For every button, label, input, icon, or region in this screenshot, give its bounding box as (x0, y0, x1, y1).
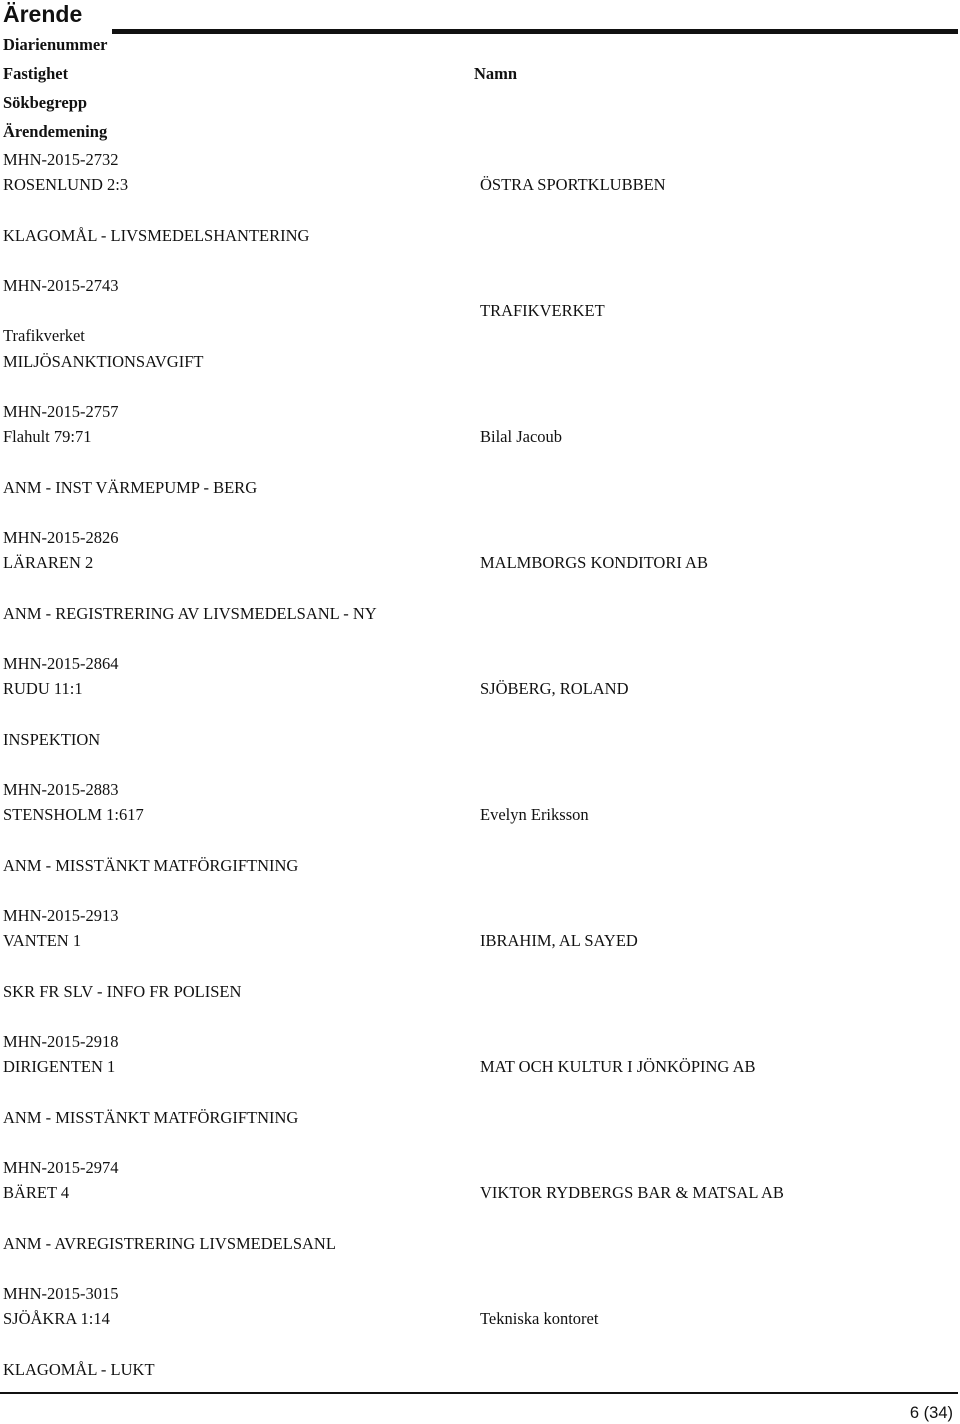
record-namn: MALMBORGS KONDITORI AB (480, 553, 708, 572)
header-fastighet: Fastighet (3, 64, 69, 83)
header-namn: Namn (474, 64, 518, 83)
footer-rule (0, 1392, 958, 1394)
record-diarienummer: MHN-2015-2743 (3, 276, 119, 295)
record-fastighet: Flahult 79:71 (3, 427, 92, 446)
record-namn: VIKTOR RYDBERGS BAR & MATSAL AB (480, 1183, 784, 1202)
record-arendemening: KLAGOMÅL - LIVSMEDELSHANTERING (3, 226, 310, 245)
record-namn: Tekniska kontoret (480, 1309, 599, 1328)
record-fastighet: BÄRET 4 (3, 1183, 70, 1202)
header-sokbegrepp: Sökbegrepp (3, 93, 88, 112)
record-diarienummer: MHN-2015-2883 (3, 780, 119, 799)
record-arendemening: INSPEKTION (3, 730, 101, 749)
record-namn: MAT OCH KULTUR I JÖNKÖPING AB (480, 1057, 756, 1076)
record-fastighet: SJÖÅKRA 1:14 (3, 1309, 110, 1328)
record-namn: SJÖBERG, ROLAND (480, 679, 629, 698)
record-diarienummer: MHN-2015-2918 (3, 1032, 119, 1051)
record-arendemening: ANM - MISSTÄNKT MATFÖRGIFTNING (3, 856, 299, 875)
record-arendemening: MILJÖSANKTIONSAVGIFT (3, 352, 204, 371)
record-fastighet: LÄRAREN 2 (3, 553, 94, 572)
record-fastighet: VANTEN 1 (3, 931, 82, 950)
page-title: Ärende (3, 1, 83, 27)
record-diarienummer: MHN-2015-3015 (3, 1284, 119, 1303)
record-fastighet: ROSENLUND 2:3 (3, 175, 129, 194)
record-namn: TRAFIKVERKET (480, 301, 605, 320)
record-arendemening: SKR FR SLV - INFO FR POLISEN (3, 982, 242, 1001)
record-diarienummer: MHN-2015-2732 (3, 150, 119, 169)
record-namn: IBRAHIM, AL SAYED (480, 931, 638, 950)
record-arendemening: ANM - INST VÄRMEPUMP - BERG (3, 478, 258, 497)
page-number: 6 (34) (909, 1404, 953, 1422)
record-sokbegrepp: Trafikverket (3, 326, 85, 345)
record-namn: Evelyn Eriksson (480, 805, 589, 824)
record-arendemening: ANM - REGISTRERING AV LIVSMEDELSANL - NY (3, 604, 377, 623)
record-fastighet: DIRIGENTEN 1 (3, 1057, 116, 1076)
record-diarienummer: MHN-2015-2913 (3, 906, 119, 925)
header-diarienummer: Diarienummer (3, 35, 108, 54)
record-arendemening: KLAGOMÅL - LUKT (3, 1360, 155, 1379)
record-fastighet: RUDU 11:1 (3, 679, 83, 698)
record-namn: Bilal Jacoub (480, 427, 563, 446)
header-arendemening: Ärendemening (3, 122, 108, 141)
record-arendemening: ANM - AVREGISTRERING LIVSMEDELSANL (3, 1234, 336, 1253)
record-arendemening: ANM - MISSTÄNKT MATFÖRGIFTNING (3, 1108, 299, 1127)
record-diarienummer: MHN-2015-2864 (3, 654, 119, 673)
record-diarienummer: MHN-2015-2757 (3, 402, 119, 421)
record-fastighet: STENSHOLM 1:617 (3, 805, 144, 824)
title-rule (112, 29, 958, 34)
record-diarienummer: MHN-2015-2826 (3, 528, 119, 547)
record-namn: ÖSTRA SPORTKLUBBEN (480, 175, 666, 194)
record-diarienummer: MHN-2015-2974 (3, 1158, 119, 1177)
